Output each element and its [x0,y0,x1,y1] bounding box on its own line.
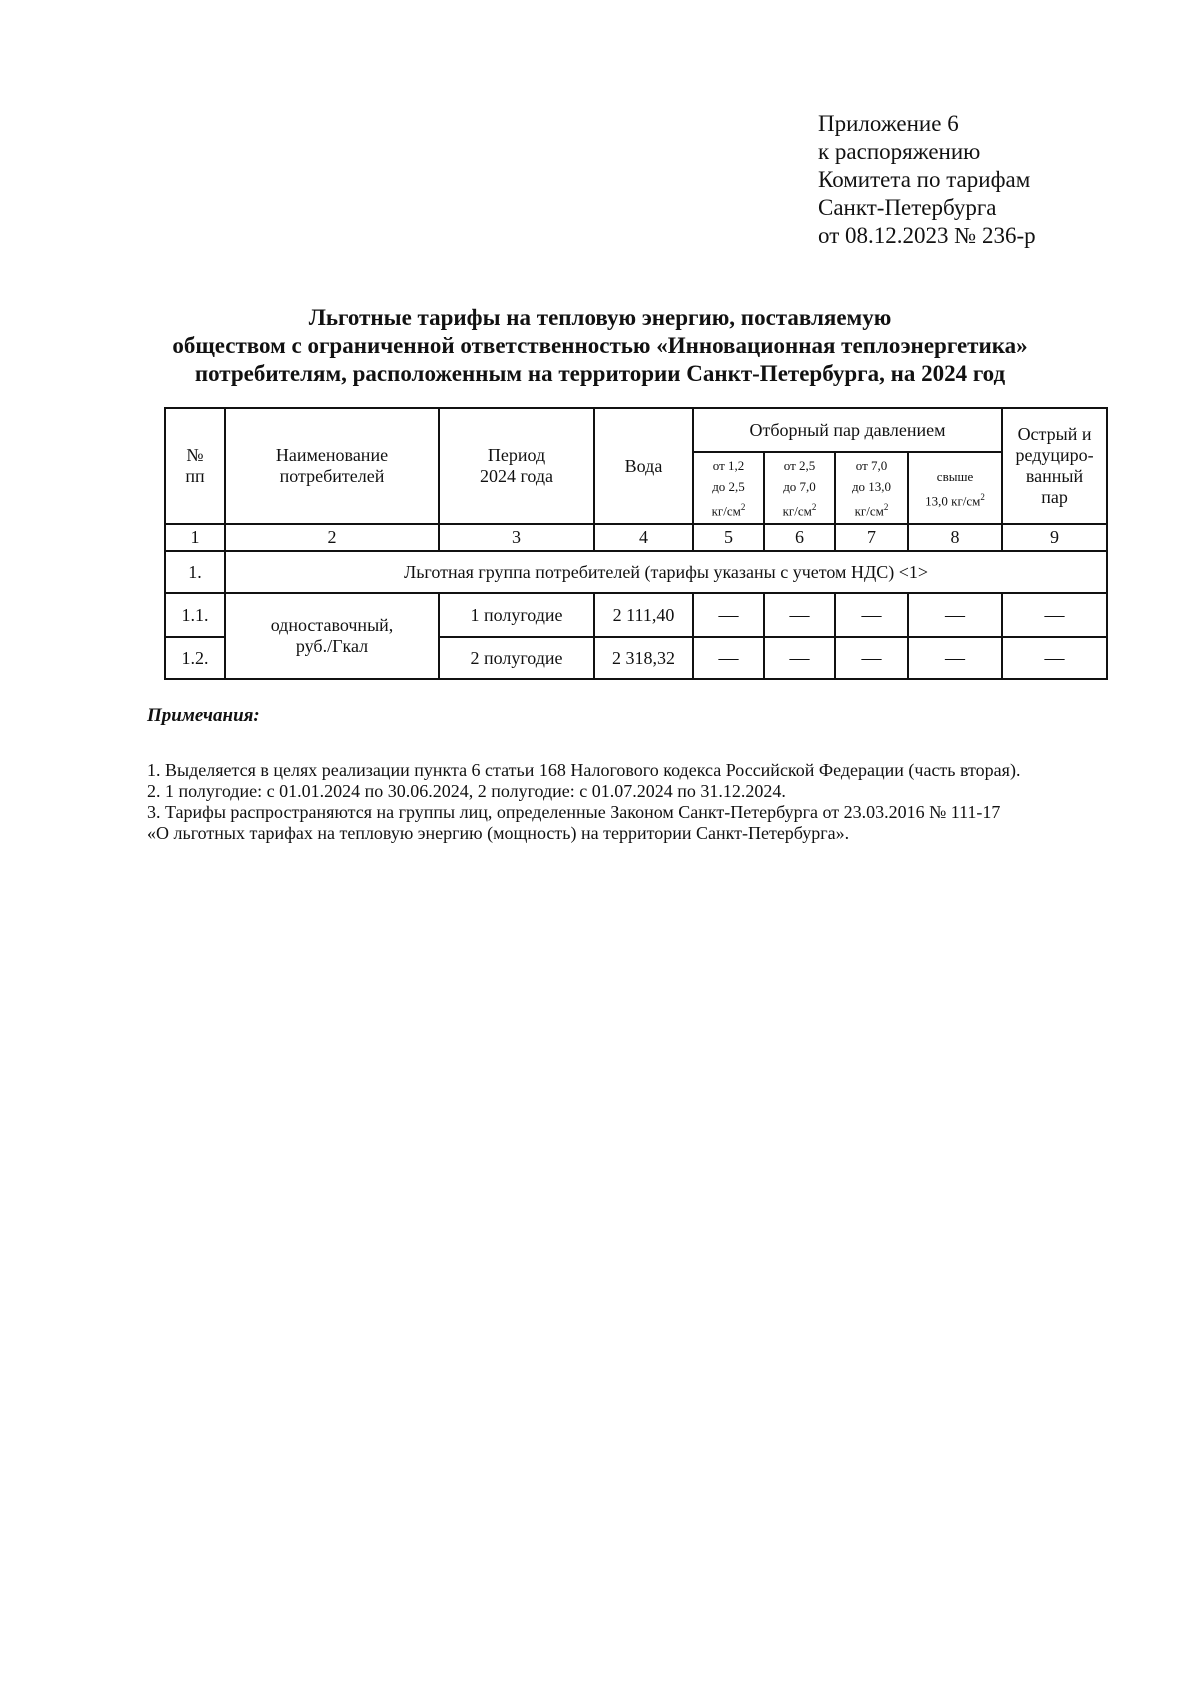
note-item: «О льготных тарифах на тепловую энергию (мощность) на территории Санкт-Петербурга». [147,823,850,843]
appendix-line: Приложение 6 [818,111,959,136]
column-number: 1 [165,524,225,551]
row-period: 1 полугодие [439,593,594,637]
column-number: 9 [1002,524,1107,551]
title-line: обществом с ограниченной ответственностью «Инновационная теплоэнергетика» [172,333,1028,358]
row-sharp-value: — [1002,593,1107,637]
appendix-line: Санкт-Петербурга [818,195,997,220]
appendix-line: от 08.12.2023 № 236-р [818,223,1036,248]
row-p3-value: — [835,593,908,637]
header-pressure-4: свыше 13,0 $кг/см^2$ [908,452,1002,524]
consumer-type: одноставочный, руб./Гкал [225,593,439,679]
row-water-tariff: 2 111,40 [594,593,693,637]
group-row [165,551,1107,593]
document-title [130,304,1070,388]
row-number: 1.1. [165,593,225,637]
row-sharp-value: — [1002,637,1107,679]
row-water-tariff: 2 318,32 [594,637,693,679]
header-row [165,408,1107,452]
column-number: 2 [225,524,439,551]
row-p2-value: — [764,637,835,679]
title-line: Льготные тарифы на тепловую энергию, поставляемую [308,305,892,330]
column-number: 5 [693,524,764,551]
note-item: 1. Выделяется в целях реализации пункта 6 статьи 168 Налогового кодекса Российской Федерации (часть вторая). [147,760,1021,780]
title-line: потребителям, расположенным на территории Санкт-Петербурга, на 2024 год [194,361,1006,386]
row-p3-value: — [835,637,908,679]
note-item: 2. 1 полугодие: с 01.01.2024 по 30.06.2024, 2 полугодие: с 01.07.2024 по 31.12.2024. [147,781,786,801]
appendix-line: Комитета по тарифам [818,167,1031,192]
notes-list [147,760,1122,844]
appendix-line: к распоряжению [818,139,981,164]
note-item: 3. Тарифы распространяются на группы лиц, определенные Законом Санкт-Петербурга от 23.03.2016 № 111-17 [147,802,1001,822]
table-row [165,593,1107,637]
header-no: № пп [165,408,225,524]
column-number: 3 [439,524,594,551]
header-pressure-3: от 7,0 до 13,0 $кг/см^2$ [835,452,908,524]
notes-title: Примечания: [147,705,260,726]
tariff-table [164,407,1108,680]
row-period: 2 полугодие [439,637,594,679]
group-number: 1. [165,551,225,593]
column-number: 8 [908,524,1002,551]
row-p4-value: — [908,593,1002,637]
row-p2-value: — [764,593,835,637]
row-p1-value: — [693,637,764,679]
header-sharp-steam: Острый и редуциро- ванный пар [1002,408,1107,524]
header-pressure-1: от 1,2 до 2,5 $кг/см^2$ [693,452,764,524]
appendix-reference [818,110,1036,250]
row-p1-value: — [693,593,764,637]
header-name: Наименование потребителей [225,408,439,524]
column-number: 4 [594,524,693,551]
row-p4-value: — [908,637,1002,679]
header-steam-group: Отборный пар давлением [693,408,1002,452]
group-label: Льготная группа потребителей (тарифы указаны с учетом НДС) <1> [225,551,1107,593]
column-number: 6 [764,524,835,551]
header-pressure-2: от 2,5 до 7,0 $кг/см^2$ [764,452,835,524]
header-period: Период 2024 года [439,408,594,524]
column-number: 7 [835,524,908,551]
header-water: Вода [594,408,693,524]
row-number: 1.2. [165,637,225,679]
column-number-row [165,524,1107,551]
